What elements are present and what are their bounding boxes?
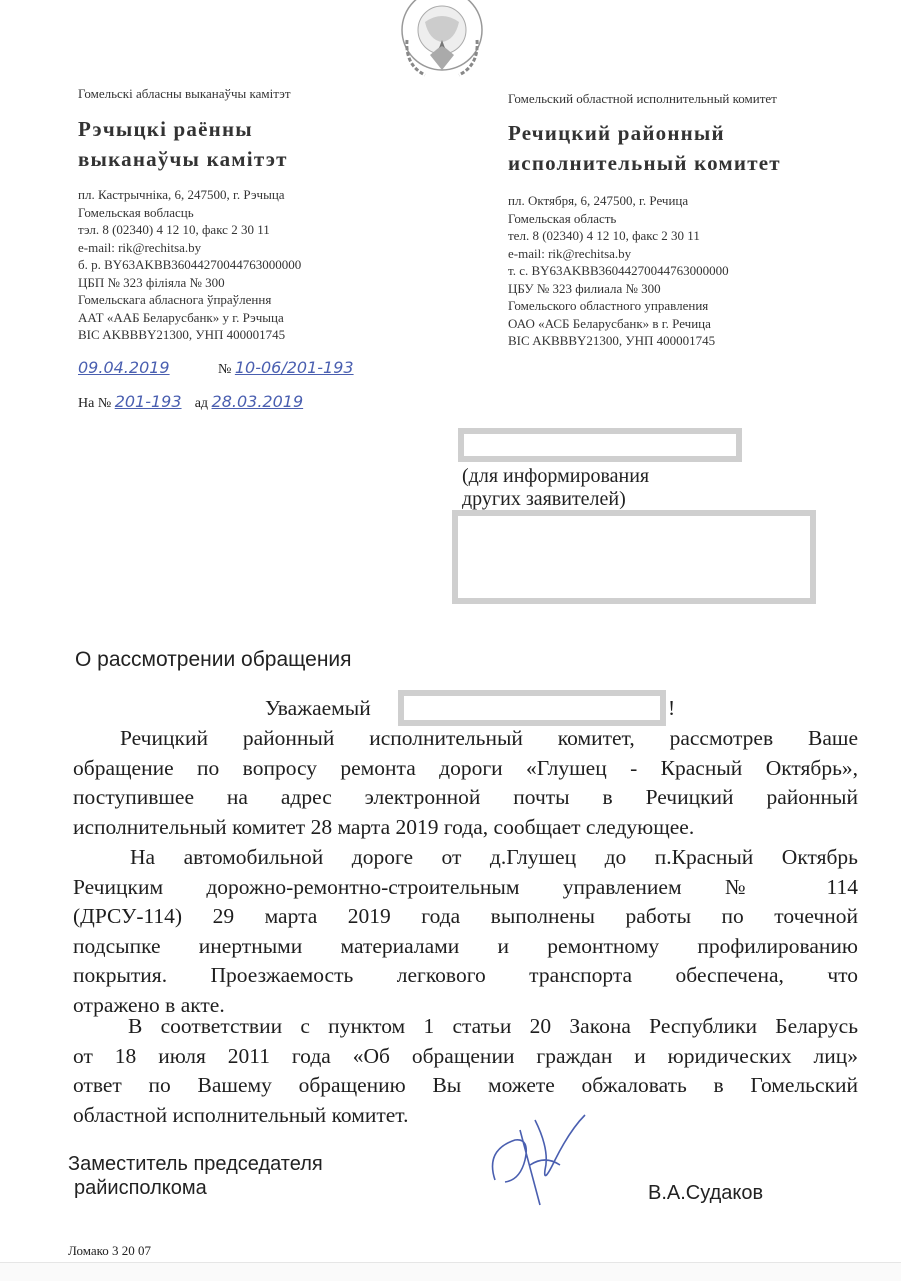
outgoing-registration [78, 358, 390, 378]
right-parent-org: Гомельский областной исполнительный комитет [508, 91, 777, 106]
handwritten-signature [475, 1110, 605, 1210]
addressee-note [462, 465, 649, 511]
executor-contact: Ломако 3 20 07 [68, 1243, 152, 1258]
detail-line: Гомельская вобласць [78, 204, 194, 220]
detail-line: e-mail: rik@rechitsa.by [78, 239, 202, 255]
detail-line: Гомельскага абласнога ўпраўлення [78, 292, 272, 307]
detail-line: e-mail: rik@rechitsa.by [508, 245, 632, 261]
detail-line: пл. Октября, 6, 247500, г. Речица [508, 193, 689, 208]
ref-label: На № [78, 396, 112, 411]
text-line: покрытия. Проезжаемость легкового транспорта обеспечена, что [73, 963, 858, 987]
text-line: от 18 июля 2011 года «Об обращении граждан и юридических лиц» [73, 1043, 858, 1068]
outgoing-date: 09.04.2019 [78, 358, 170, 377]
letter-subject: О рассмотрении обращения [75, 648, 352, 671]
text-line: поступившее на адрес электронной почты в Речицкий районный [73, 785, 858, 809]
detail-line: ЦБУ № 323 филиала № 300 [508, 280, 661, 296]
detail-line: ААТ «ААБ Беларусбанк» у г. Рэчыца [78, 309, 284, 325]
detail-line: б. р. BY63AKBB36044270044763000000 [78, 257, 302, 272]
number-label: № [218, 362, 232, 377]
detail-line: тел. 8 (02340) 4 12 10, факс 2 30 11 [508, 228, 700, 243]
salutation-end: ! [668, 696, 676, 720]
text-line: Речицкий районный исполнительный комитет, рассмотрев Ваше [120, 726, 858, 750]
text-line: В соответствии с пунктом 1 статьи 20 Закона Республики Беларусь [128, 1014, 858, 1038]
outgoing-number: 10-06/201-193 [234, 358, 354, 377]
text-line: исполнительный комитет 28 марта 2019 года, сообщает следующее. [73, 814, 695, 839]
left-parent-org: Гомельскі абласны выканаўчы камітэт [78, 86, 291, 101]
redacted-addressee-address [452, 510, 816, 604]
ref-number: 201-193 [114, 392, 182, 411]
left-title-line: Рэчыцкі раённы [78, 117, 253, 141]
detail-line: т. с. BY63AKBB36044270044763000000 [508, 263, 729, 278]
text-line: Речицким дорожно-ремонтно-строительным управлением № 114 [73, 874, 858, 899]
addressee-note-line: других заявителей) [462, 488, 626, 510]
position-line: райисполкома [74, 1177, 207, 1199]
signer-position [68, 1152, 323, 1200]
detail-line: ЦБП № 323 філіяла № 300 [78, 274, 225, 290]
page-edge [0, 1262, 901, 1281]
position-line: Заместитель председателя [68, 1153, 323, 1175]
detail-line: пл. Кастрычніка, 6, 247500, г. Рэчыца [78, 187, 285, 202]
ref-date: 28.03.2019 [211, 392, 304, 411]
paragraph-1 [73, 724, 858, 842]
redacted-recipient-name [398, 690, 666, 726]
detail-line: Гомельского областного управления [508, 298, 709, 313]
detail-line: Гомельская область [508, 210, 617, 226]
text-line: отражено в акте. [73, 992, 225, 1017]
signer-name: В.А.Судаков [648, 1182, 764, 1204]
text-line: (ДРСУ-114) 29 марта 2019 года выполнены работы по точечной [73, 904, 858, 928]
addressee-note-line: (для информирования [462, 465, 650, 487]
text-line: областной исполнительный комитет. [73, 1102, 409, 1127]
detail-line: тэл. 8 (02340) 4 12 10, факс 2 30 11 [78, 222, 270, 237]
left-details [78, 186, 301, 344]
right-details [508, 192, 729, 350]
text-line: обращение по вопросу ремонта дороги «Глушец - Красный Октябрь», [73, 755, 858, 780]
text-line: ответ по Вашему обращению Вы можете обжаловать в Гомельский [73, 1073, 858, 1097]
right-org-title [508, 118, 781, 178]
right-title-line: исполнительный комитет [508, 151, 781, 175]
detail-line: BIC AKBBBY21300, УНП 400001745 [508, 333, 716, 348]
paragraph-2 [73, 843, 858, 1020]
incoming-reference [78, 392, 352, 412]
detail-line: BIC AKBBBY21300, УНП 400001745 [78, 327, 286, 342]
detail-line: ОАО «АСБ Беларусбанк» в г. Речица [508, 315, 711, 331]
state-emblem [395, 0, 490, 80]
redacted-addressee-name [458, 428, 742, 462]
salutation: Уважаемый [265, 696, 371, 720]
ref-date-label: ад [194, 396, 209, 411]
paragraph-3 [73, 1012, 858, 1130]
left-title-line: выканаўчы камітэт [78, 147, 288, 171]
right-title-line: Речицкий районный [508, 121, 725, 145]
text-line: На автомобильной дороге от д.Глушец до п.Красный Октябрь [130, 845, 858, 869]
text-line: подсыпке инертными материалами и ремонтному профилированию [73, 933, 858, 958]
left-org-title [78, 114, 288, 174]
